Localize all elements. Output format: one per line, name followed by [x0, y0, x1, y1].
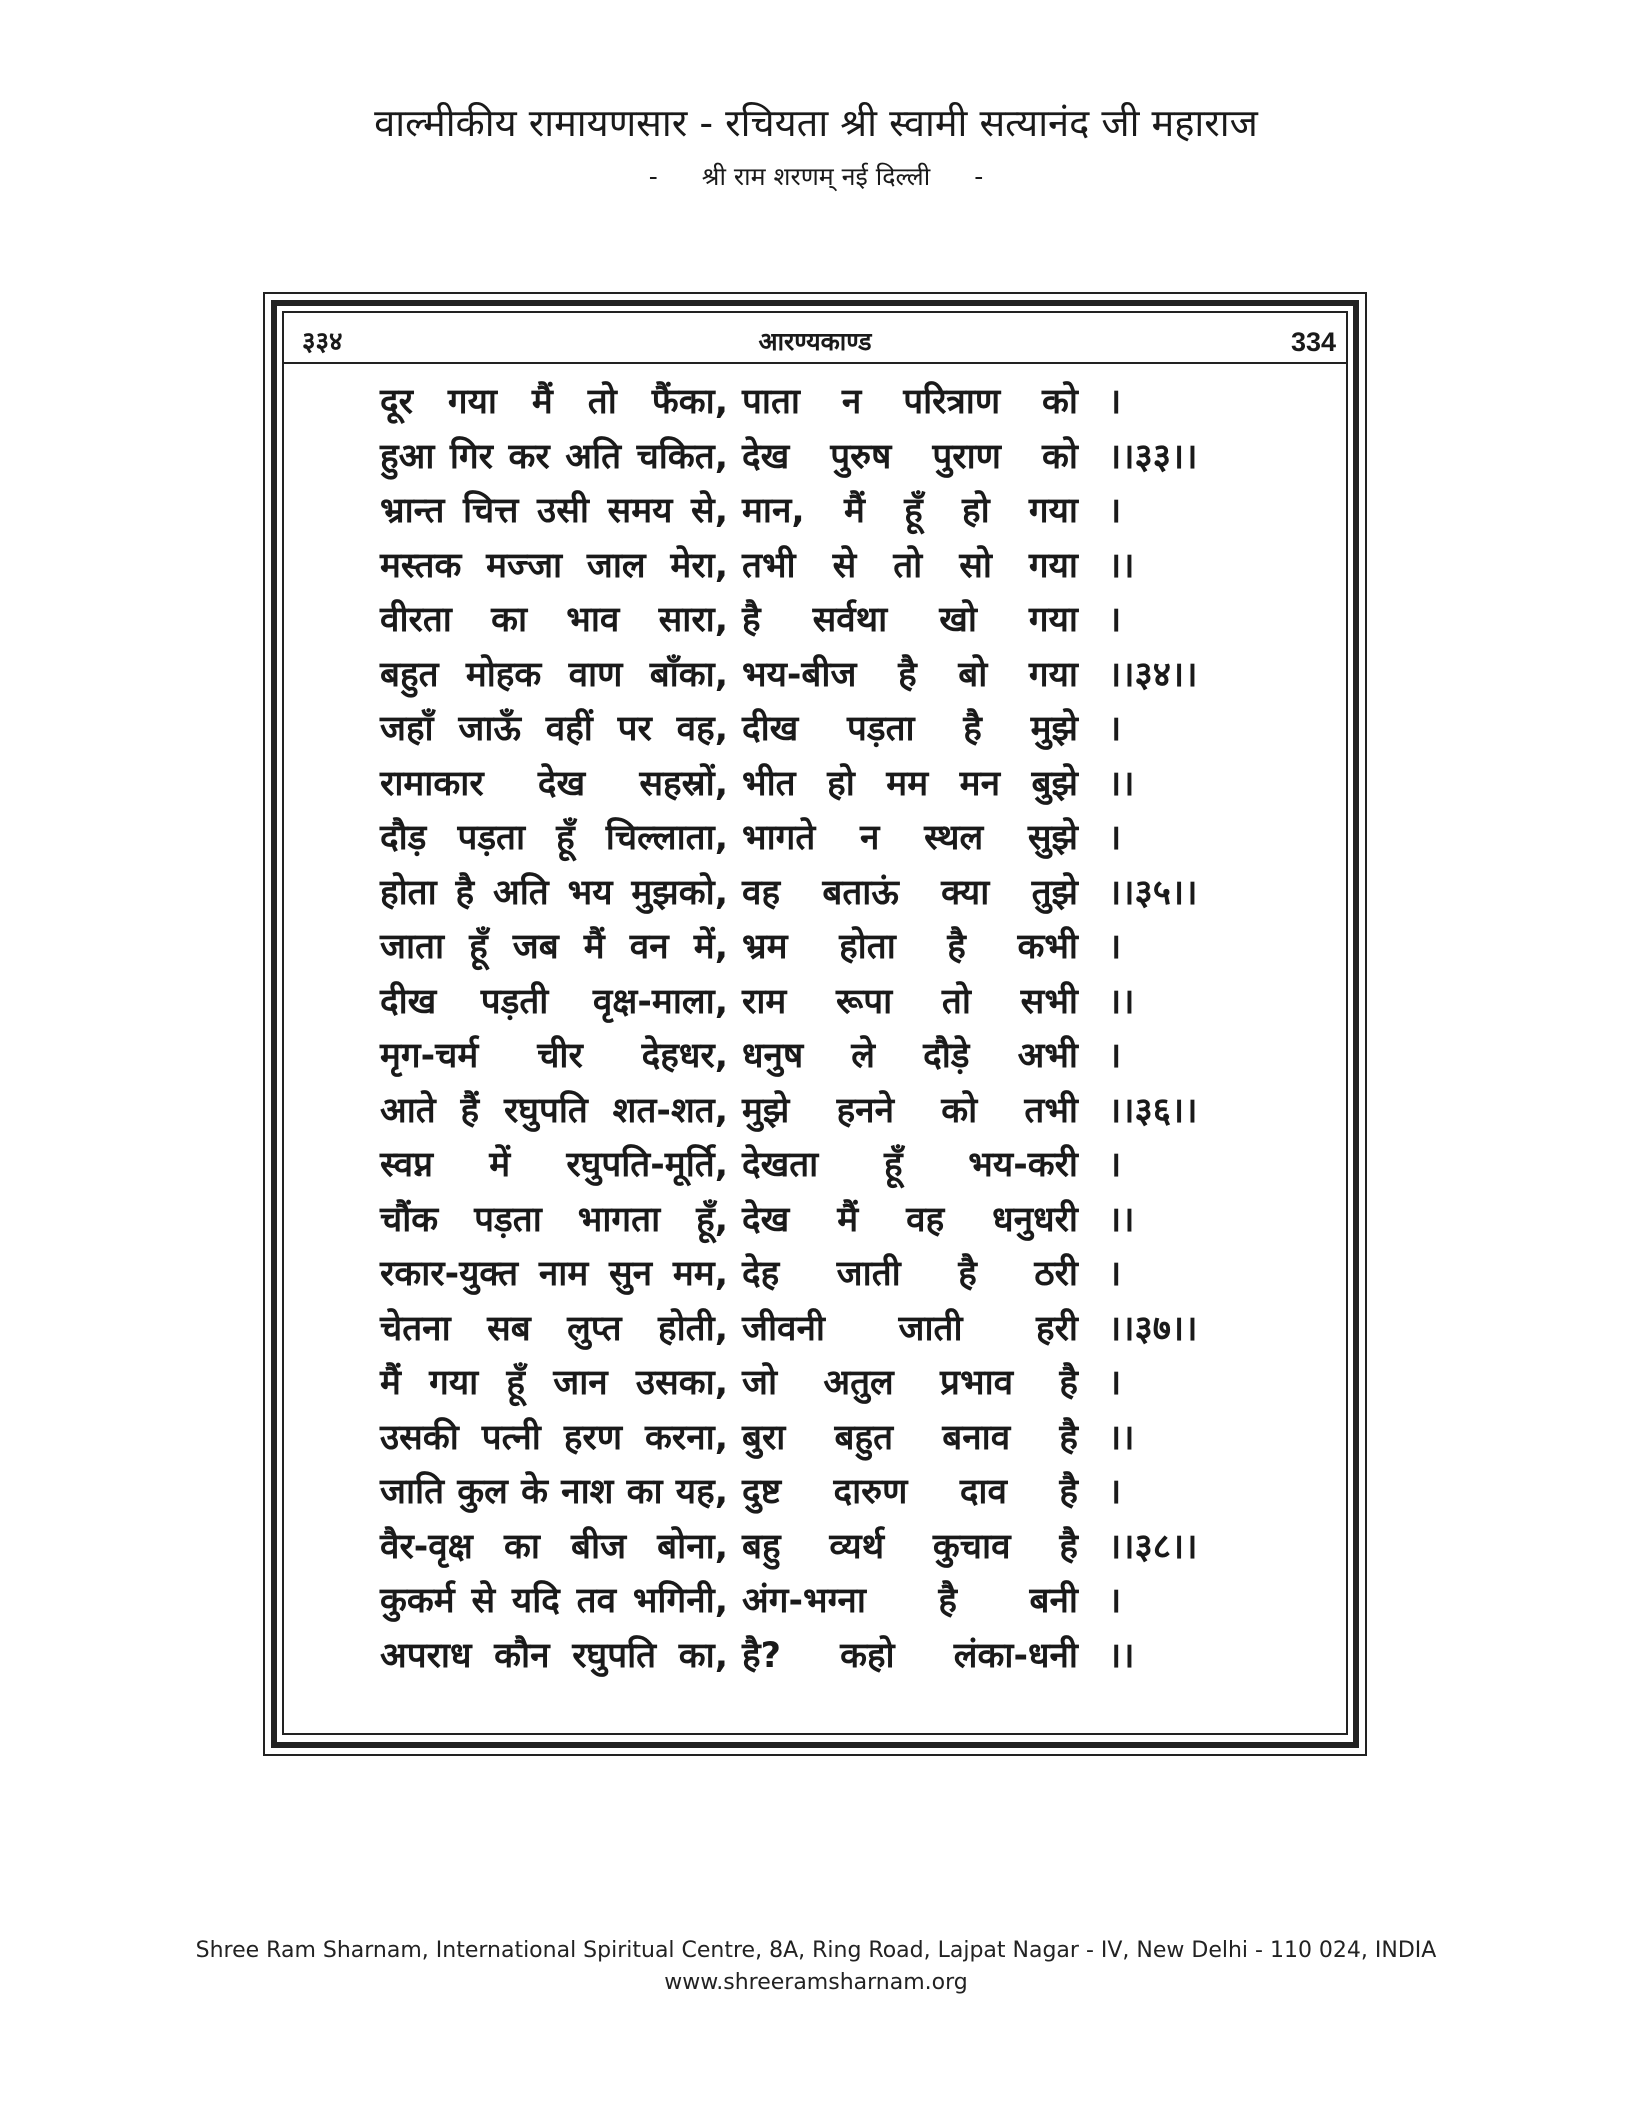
verse-line [0, 975, 1632, 1030]
verse-first-half: चेतना सब लुप्त होती, [380, 1308, 728, 1349]
verse-second-half: पाता न परित्राण को [742, 382, 1078, 422]
verse-second-half: जो अतुल प्रभाव है [742, 1363, 1078, 1403]
verse-second-half: भीत हो मम मन बुझे [742, 763, 1078, 804]
verse-end-mark: ।।३४।। [1108, 654, 1198, 695]
verse-line [0, 1302, 1632, 1357]
verse-first-half: हुआ गिर कर अति चकित, [380, 436, 728, 477]
verse-line [0, 593, 1632, 648]
verse-end-mark: । [1108, 1145, 1122, 1185]
document-title: वाल्मीकीय रामायणसार - रचियता श्री स्वामी सत्यानंद जी महाराज [374, 101, 1258, 145]
verse-first-half: वीरता का भाव सारा, [380, 600, 728, 640]
verse-line [0, 1356, 1632, 1411]
verse-line [0, 1247, 1632, 1302]
verse-second-half: तभी से तो सो गया [742, 545, 1078, 586]
verse-second-half: देख पुरुष पुराण को [742, 436, 1078, 477]
verse-first-half: रामाकार देख सहस्रों, [380, 763, 728, 804]
verse-line [0, 648, 1632, 703]
verse-end-mark: ।।३५।। [1108, 872, 1198, 913]
verse-end-mark: । [1108, 1363, 1122, 1403]
verse-first-half: रकार-युक्त नाम सुन मम, [380, 1254, 728, 1294]
page-number-devanagari: ३३४ [302, 327, 343, 357]
verse-end-mark: ।। [1108, 763, 1135, 804]
verse-end-mark: ।। [1108, 1635, 1135, 1676]
verse-first-half: होता है अति भय मुझको, [380, 872, 728, 913]
verse-end-mark: । [1108, 1472, 1122, 1512]
subtitle-text: श्री राम शरणम् नई दिल्ली [701, 162, 931, 191]
verse-line [0, 539, 1632, 594]
verse-first-half: आते हैं रघुपति शत-शत, [380, 1090, 728, 1131]
verse-first-half: जाति कुल के नाश का यह, [380, 1472, 728, 1512]
verse-second-half: मान, मैं हूँ हो गया [742, 491, 1078, 531]
verse-first-half: जहाँ जाऊँ वहीं पर वह, [380, 709, 728, 749]
verse-second-half: देख मैं वह धनुधरी [742, 1199, 1078, 1240]
verse-end-mark: ।।३३।। [1108, 436, 1198, 477]
verse-end-mark: ।।३७।। [1108, 1308, 1198, 1349]
verse-line [0, 866, 1632, 921]
verse-line [0, 1029, 1632, 1084]
verse-line [0, 1411, 1632, 1466]
verse-end-mark: । [1108, 382, 1122, 422]
verse-first-half: चौंक पड़ता भागता हूँ, [380, 1199, 728, 1240]
verse-end-mark: । [1108, 1581, 1122, 1621]
verse-first-half: कुकर्म से यदि तव भगिनी, [380, 1581, 728, 1621]
footer-address: Shree Ram Sharnam, International Spiritual Centre, 8A, Ring Road, Lajpat Nagar - IV, New Delhi - 110 024, INDIA [195, 1938, 1437, 1963]
verse-line [0, 811, 1632, 866]
verse-end-mark: ।।३६।। [1108, 1090, 1198, 1131]
footer-website: www.shreeramsharnam.org [664, 1970, 968, 1995]
verse-line [0, 1084, 1632, 1139]
verse-second-half: है सर्वथा खो गया [742, 600, 1078, 640]
verse-end-mark: ।। [1108, 1417, 1135, 1458]
verse-end-mark: । [1108, 927, 1122, 967]
page-footer [0, 1935, 1632, 1999]
verse-line [0, 430, 1632, 485]
page-number: 334 [1290, 327, 1336, 357]
verse-line [0, 1193, 1632, 1248]
verse-end-mark: । [1108, 491, 1122, 531]
verse-second-half: वह बताऊं क्या तुझे [742, 872, 1078, 913]
verse-second-half: देखता हूँ भय-करी [742, 1145, 1078, 1185]
verse-end-mark: ।। [1108, 1199, 1135, 1240]
verse-first-half: दूर गया मैं तो फैंका, [380, 382, 728, 422]
verse-second-half: भ्रम होता है कभी [742, 927, 1078, 967]
verse-first-half: बहुत मोहक वाण बाँका, [380, 654, 728, 695]
verse-first-half: मस्तक मज्जा जाल मेरा, [380, 545, 728, 586]
verse-second-half: दीख पड़ता है मुझे [742, 709, 1078, 749]
verse-second-half: मुझे हनने को तभी [742, 1090, 1078, 1131]
header-rule [284, 362, 1346, 364]
verse-first-half: जाता हूँ जब मैं वन में, [380, 927, 728, 967]
verse-first-half: स्वप्न में रघुपति-मूर्ति, [380, 1145, 728, 1185]
subtitle-dash-left: - [648, 162, 658, 191]
document-subtitle [0, 160, 1632, 194]
verse-line [0, 702, 1632, 757]
verse-end-mark: । [1108, 600, 1122, 640]
verse-second-half: धनुष ले दौड़े अभी [742, 1036, 1078, 1076]
verse-first-half: मृग-चर्म चीर देहधर, [380, 1036, 728, 1076]
verse-first-half: मैं गया हूँ जान उसका, [380, 1363, 728, 1403]
verse-first-half: भ्रान्त चित्त उसी समय से, [380, 491, 728, 531]
verse-second-half: दुष्ट दारुण दाव है [742, 1472, 1078, 1512]
subtitle-dash-right: - [974, 162, 984, 191]
verse-first-half: उसकी पत्नी हरण करना, [380, 1417, 728, 1458]
verse-second-half: जीवनी जाती हरी [742, 1308, 1078, 1349]
verse-line [0, 484, 1632, 539]
verse-line [0, 1629, 1632, 1684]
verse-second-half: है? कहो लंका-धनी [742, 1635, 1078, 1676]
verse-end-mark: । [1108, 1036, 1122, 1076]
section-title: आरण्यकाण्ड [758, 327, 872, 356]
verse-end-mark: ।। [1108, 545, 1135, 586]
verse-line [0, 1520, 1632, 1575]
verse-line [0, 920, 1632, 975]
verse-end-mark: । [1108, 709, 1122, 749]
verse-second-half: भागते न स्थल सुझे [742, 818, 1078, 858]
verse-first-half: दौड़ पड़ता हूँ चिल्लाता, [380, 818, 728, 858]
verse-second-half: भय-बीज है बो गया [742, 654, 1078, 695]
verse-second-half: बुरा बहुत बनाव है [742, 1417, 1078, 1458]
verse-block [0, 375, 1632, 1683]
verse-first-half: वैर-वृक्ष का बीज बोना, [380, 1526, 728, 1567]
verse-end-mark: ।। [1108, 981, 1135, 1022]
verse-line [0, 757, 1632, 812]
verse-line [0, 1574, 1632, 1629]
verse-second-half: देह जाती है ठरी [742, 1254, 1078, 1294]
verse-second-half: राम रूपा तो सभी [742, 981, 1078, 1022]
verse-line [0, 1465, 1632, 1520]
verse-end-mark: । [1108, 818, 1122, 858]
verse-end-mark: । [1108, 1254, 1122, 1294]
verse-first-half: अपराध कौन रघुपति का, [380, 1635, 728, 1676]
verse-first-half: दीख पड़ती वृक्ष-माला, [380, 981, 728, 1022]
verse-second-half: अंग-भग्ना है बनी [742, 1581, 1078, 1621]
verse-line [0, 375, 1632, 430]
verse-end-mark: ।।३८।। [1108, 1526, 1198, 1567]
verse-second-half: बहु व्यर्थ कुचाव है [742, 1526, 1078, 1567]
verse-line [0, 1138, 1632, 1193]
